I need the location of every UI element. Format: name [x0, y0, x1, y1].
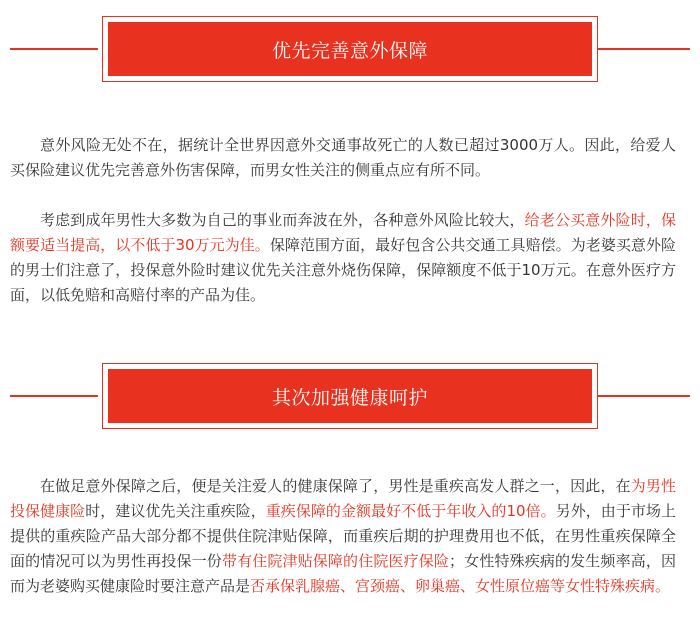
heading-rule-left	[10, 48, 98, 50]
section-title: 其次加强健康呵护	[108, 369, 592, 423]
section-heading-2	[10, 357, 690, 437]
section1-paragraph-2	[10, 208, 676, 308]
section-title: 优先完善意外保障	[108, 22, 592, 76]
paragraph-text: 在做足意外保障之后，便是关注爱人的健康保障了，男性是重疾高发人群之一，因此，在	[40, 477, 631, 495]
heading-rule-right	[598, 48, 690, 50]
highlighted-text: 带有住院津贴保障的住院医疗保险	[221, 552, 450, 570]
heading-rule-left	[10, 395, 98, 397]
heading-rule-right	[598, 395, 690, 397]
paragraph-text: ；女性特殊疾病的发生频率高，因而为老婆购买健康险时要注意产品是	[10, 552, 676, 595]
highlighted-text: 为男性投保健康险	[10, 477, 676, 520]
paragraph-text: 保障范围方面，最好包含公共交通工具赔偿。为老婆买意外险的男士们注意了，投保意外险时建议优先关注意外烧伤保障，保障额度不低于10万元。在意外医疗方面，以低免赔和高赔付率的产品为佳。	[10, 236, 676, 304]
section-heading-1	[10, 10, 690, 90]
paragraph-text: 考虑到成年男性大多数为自己的事业而奔波在外，各种意外风险比较大，	[40, 211, 525, 229]
section2-paragraph-1	[10, 474, 676, 599]
highlighted-text: 给老公买意外险时，保额要适当提高，以不低于30万元为佳。	[10, 211, 676, 254]
paragraph-text: 另外，由于市场上提供的重疾险产品大部分都不提供住院津贴保障，而重疾后期的护理费用也不低，在男性重疾保障全面的情况可以为男性再投保一份	[10, 502, 676, 570]
paragraph-text: 时，建议优先关注重疾险，	[85, 502, 266, 520]
highlighted-text: 重疾保障的金额最好不低于年收入的10倍。	[265, 502, 556, 520]
section1-paragraph-1: 意外风险无处不在，据统计全世界因意外交通事故死亡的人数已超过3000万人。因此，给爱人买保险建议优先完善意外伤害保障，而男女性关注的侧重点应有所不同。	[10, 136, 676, 179]
highlighted-text: 否承保乳腺癌、宫颈癌、卵巢癌、女性原位癌等女性特殊疾病。	[250, 577, 671, 595]
